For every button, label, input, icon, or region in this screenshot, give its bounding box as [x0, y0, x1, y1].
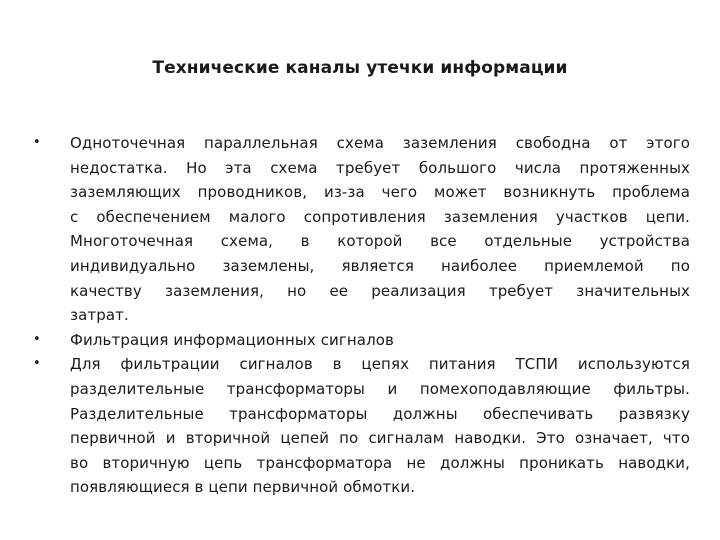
text-line: Одноточечная параллельная схема заземления свободна от этого — [70, 134, 690, 152]
bullet-item — [33, 352, 693, 500]
bullet-list — [33, 131, 693, 500]
text-line: заземляющих проводников, из-за чего может возникнуть проблема — [70, 183, 690, 202]
bullet-icon: • — [33, 135, 41, 150]
bullet-item — [33, 131, 693, 328]
text-line: первичной и вторичной цепей по сигналам наводки. Это означает, что — [70, 429, 690, 448]
text-line: появляющиеся в цепи первичной обмотки. — [70, 478, 416, 497]
slide-title: Технические каналы утечки информации — [152, 58, 568, 78]
text-line: качеству заземления, но ее реализация требует значительных — [70, 281, 690, 300]
bullet-icon: • — [33, 331, 41, 347]
bullet-icon: • — [33, 356, 41, 372]
text-line: недостатка. Но эта схема требует большого числа протяженных — [70, 158, 690, 177]
text-line: Для фильтрации сигналов в цепях питания ТСПИ используются — [70, 355, 690, 374]
text-line: затрат. — [70, 306, 129, 325]
text-line: во вторичную цепь трансформатора не должны проникать наводки, — [70, 453, 690, 472]
bullet-item — [33, 328, 693, 353]
text-line: Фильтрация информационных сигналов — [70, 330, 394, 349]
text-line: Разделительные трансформаторы должны обеспечивать развязку — [70, 404, 690, 423]
text-line: Многоточечная схема, в которой все отдельные устройства — [70, 232, 690, 251]
text-line: с обеспечением малого сопротивления заземления участков цепи. — [70, 207, 690, 226]
text-line: индивидуально заземлены, является наиболее приемлемой по — [70, 256, 690, 275]
text-line: разделительные трансформаторы и помехоподавляющие фильтры. — [70, 379, 690, 398]
